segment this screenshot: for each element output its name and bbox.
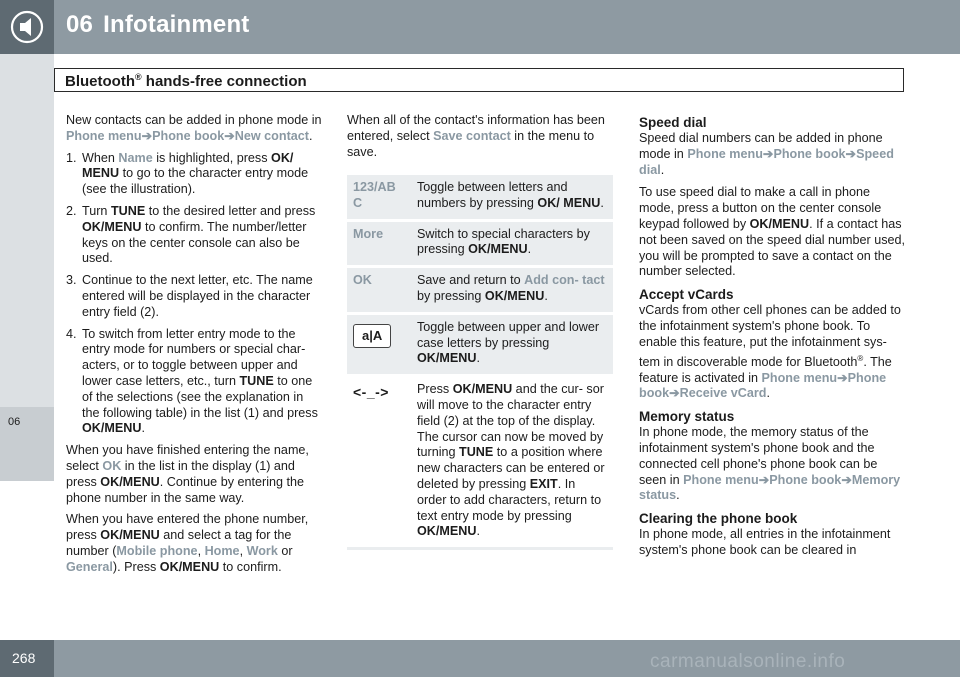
paragraph: In phone mode, the memory status of the infotainment system's phone book and the connected cell phone's phone book can be seen in Phone menu➔Phone book➔Memory status. bbox=[639, 425, 901, 503]
page-number: 268 bbox=[12, 650, 36, 666]
paragraph: When you have entered the phone number, press OK/MENU and select a tag for the number (Mobile phone, Home, Work or General). Press OK/MENU to confirm. bbox=[66, 512, 309, 574]
chapter-icon-box bbox=[0, 0, 54, 54]
table-key: OK bbox=[353, 273, 372, 288]
list-item: 1. When Name is highlighted, press OK/ MENU to go to the character entry mode (see the illustration). bbox=[66, 150, 309, 197]
heading-speed-dial: Speed dial bbox=[639, 115, 707, 130]
chapter-number: 06 bbox=[66, 11, 94, 38]
table-key: More bbox=[353, 226, 384, 241]
table-value: Toggle between upper and lower case letters by pressing OK/MENU. bbox=[417, 319, 600, 366]
watermark: carmanualsonline.info bbox=[650, 651, 846, 672]
intro-paragraph: When all of the contact's information has been entered, select Save contact in the menu to save. bbox=[347, 113, 605, 159]
section-header bbox=[54, 68, 904, 92]
table-value: Toggle between letters and numbers by pressing OK/ MENU. bbox=[417, 180, 604, 210]
arrow-right-icon: ➔ bbox=[669, 386, 680, 401]
list-item: 3. Continue to the next letter, etc. The name entered will be displayed in the character entry field (2). bbox=[66, 273, 313, 319]
table-value: Save and return to Add con- tact by pressing OK/MENU. bbox=[417, 273, 605, 303]
character-mode-table bbox=[347, 175, 613, 550]
heading-accept-vcards: Accept vCards bbox=[639, 287, 734, 303]
cursor-move-icon: <-_-> bbox=[353, 384, 389, 401]
list-item: 2. Turn TUNE to the desired letter and press OK/MENU to confirm. The number/letter keys on the center console can also be used. bbox=[66, 203, 316, 266]
heading-clearing-phone-book: Clearing the phone book bbox=[639, 511, 798, 527]
arrow-right-icon: ➔ bbox=[845, 146, 857, 161]
arrow-right-icon: ➔ bbox=[841, 472, 852, 487]
side-tab-label: 06 bbox=[8, 416, 21, 428]
arrow-right-icon: ➔ bbox=[141, 128, 153, 143]
paragraph: Speed dial numbers can be added in phone mode in Phone menu➔Phone book➔Speed dial. bbox=[639, 131, 894, 177]
table-value: Switch to special characters by pressing OK/MENU. bbox=[417, 226, 590, 257]
arrow-right-icon: ➔ bbox=[762, 146, 774, 161]
paragraph: To use speed dial to make a call in phone mode, press a button on the center console keypad followed by OK/MENU. If a contact has not been saved on the speed dial number used, you will be prompted to save a contact on the number selected. bbox=[639, 185, 906, 279]
chapter-title bbox=[66, 11, 250, 39]
table-row bbox=[347, 268, 613, 315]
case-toggle-icon: a|A bbox=[353, 324, 391, 348]
column-right bbox=[639, 115, 907, 566]
table-key: 123/AB C bbox=[353, 180, 396, 210]
intro-paragraph: New contacts can be added in phone mode in Phone menu➔Phone book➔New contact. bbox=[66, 113, 322, 143]
speaker-icon bbox=[10, 8, 44, 46]
paragraph: vCards from other cell phones can be added to the infotainment system's phone book. To enable this feature, put the infotainment sys- tem in discoverable mode for Bluetooth®. The feature is activated in Phone menu➔Phone book➔Receive vCard. bbox=[639, 303, 901, 401]
table-key bbox=[347, 377, 413, 547]
table-row bbox=[347, 175, 613, 222]
arrow-right-icon: ➔ bbox=[758, 472, 770, 487]
table-row bbox=[347, 315, 613, 377]
paragraph: In phone mode, all entries in the infotainment system's phone book can be cleared in bbox=[639, 527, 891, 557]
table-value: Press OK/MENU and the cur- sor will move to the character entry field (2) at the top of the display. The cursor can now be moved by turning TUNE to a position where new characters can be entered or deleted by pressing EXIT. In order to add characters, return to text entry mode by pressing OK/MENU. bbox=[417, 382, 605, 539]
steps-list bbox=[66, 151, 323, 438]
arrow-right-icon: ➔ bbox=[224, 128, 235, 143]
chapter-name: Infotainment bbox=[103, 11, 250, 38]
column-left bbox=[66, 113, 323, 582]
section-title: Bluetooth® hands-free connection bbox=[65, 72, 307, 90]
table-key bbox=[347, 315, 413, 374]
table-row bbox=[347, 377, 613, 550]
heading-memory-status: Memory status bbox=[639, 409, 735, 425]
table-row bbox=[347, 222, 613, 269]
list-item: 4. To switch from letter entry mode to the entry mode for numbers or special char- acters, or to toggle between upper and lower case letters, etc., turn TUNE to one of the selections (see the explanation in the following table) in the list (1) and press OK/MENU. bbox=[66, 326, 318, 436]
column-middle bbox=[347, 113, 613, 166]
arrow-right-icon: ➔ bbox=[837, 370, 848, 385]
paragraph: When you have finished entering the name, select OK in the list in the display (1) and press OK/MENU. Continue by entering the phone number in the same way. bbox=[66, 443, 309, 505]
